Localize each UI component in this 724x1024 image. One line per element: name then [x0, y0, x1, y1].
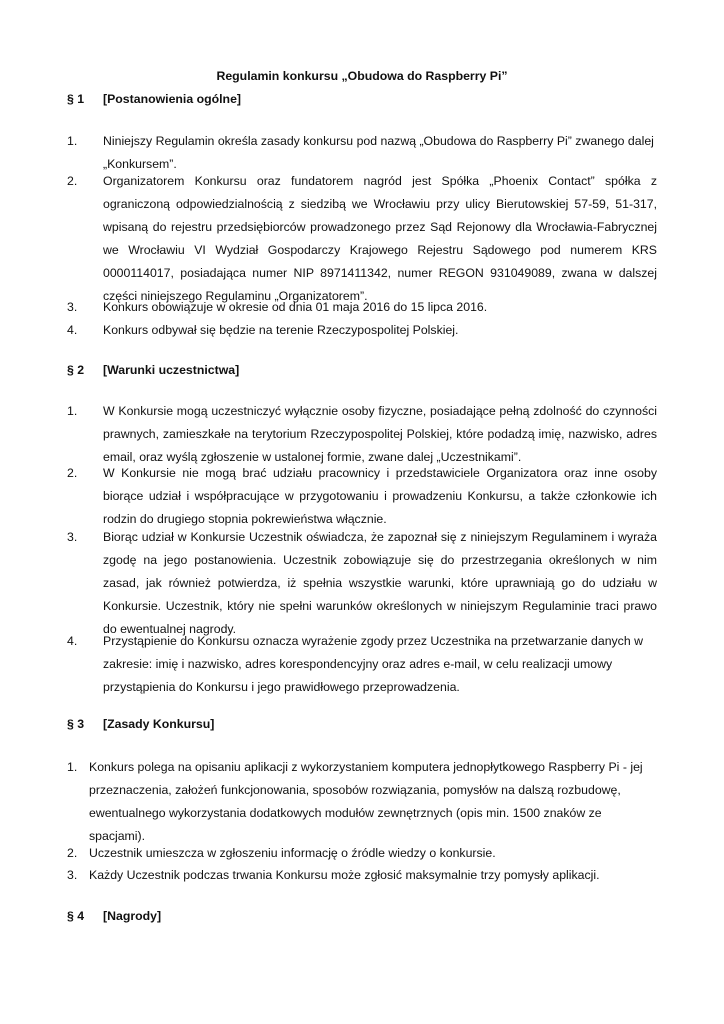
section-number: § 1 — [67, 92, 85, 106]
item-text: Konkurs polega na opisaniu aplikacji z wykorzystaniem komputera jednopłytkowego Raspberry Pi - jej przeznaczenia, założeń funkcjonowania, sposobów rozwiązania, pomysłów na dalszą rozbudowę, ewentualnego wykorzystania dodatkowych modułów zewnętrznych (opis min. 1500 znaków ze spacjami). — [89, 760, 643, 843]
item-number: 2. — [67, 174, 78, 188]
section-number: § 2 — [67, 363, 85, 377]
item-text: Konkurs obowiązuje w okresie od dnia 01 maja 2016 do 15 lipca 2016. — [103, 300, 488, 314]
list-item — [67, 170, 657, 308]
item-number: 4. — [67, 323, 78, 337]
item-number: 3. — [67, 868, 78, 882]
item-text: Każdy Uczestnik podczas trwania Konkursu może zgłosić maksymalnie trzy pomysły aplikacji. — [89, 868, 600, 882]
list-item — [67, 319, 657, 342]
list-item — [67, 842, 657, 865]
item-number: 3. — [67, 300, 78, 314]
item-number: 1. — [67, 760, 78, 774]
list-item — [67, 296, 657, 319]
section-number: § 3 — [67, 717, 85, 731]
item-text: Przystąpienie do Konkursu oznacza wyrażenie zgody przez Uczestnika na przetwarzanie danych w zakresie: imię i nazwisko, adres korespondencyjny oraz adres e-mail, w celu realizacji umowy przystąpienia do Konkursu i jego prawidłowego przeprowadzenia. — [103, 634, 643, 694]
document-title: Regulamin konkursu „Obudowa do Raspberry Pi” — [216, 69, 508, 83]
section-title: [Postanowienia ogólne] — [103, 92, 242, 106]
item-text: W Konkursie nie mogą brać udziału pracownicy i przedstawiciele Organizatora oraz inne osoby biorące udział i współpracujące w przygotowaniu i prowadzeniu Konkursu, a także członkowie ich rodzin do drugiego stopnia pokrewieństwa włącznie. — [103, 466, 657, 526]
item-number: 1. — [67, 404, 78, 418]
section-title: [Zasady Konkursu] — [103, 717, 215, 731]
item-number: 3. — [67, 530, 78, 544]
item-text: W Konkursie mogą uczestniczyć wyłącznie osoby fizyczne, posiadające pełną zdolność do czynności prawnych, zamieszkałe na terytorium Rzeczypospolitej Polskiej, które podadzą imię, nazwisko, adres email, oraz wyślą zgłoszenie w ustalonej formie, zwane dalej „Uczestnikami”. — [103, 404, 657, 464]
list-item — [67, 864, 657, 887]
section-heading-1 — [67, 91, 241, 107]
section-number: § 4 — [67, 909, 85, 923]
item-text: Organizatorem Konkursu oraz fundatorem nagród jest Spółka „Phoenix Contact” spółka z ograniczoną odpowiedzialnością z siedzibą we Wrocławiu przy ulicy Bierutowskiej 57-59, 51-317, wpisaną do rejestru przedsiębiorców prowadzonego przez Sąd Rejonowy dla Wrocławia-Fabrycznej we Wrocławiu VI Wydział Gospodarczy Krajowego Rejestru Sądowego pod numerem KRS 0000114017, posiadająca numer NIP 8971411342, numer REGON 931049089, zwana w dalszej części niniejszego Regulaminu „Organizatorem”. — [103, 174, 657, 303]
list-item — [67, 462, 657, 531]
section-heading-2 — [67, 362, 239, 378]
item-number: 2. — [67, 466, 78, 480]
list-item — [67, 630, 657, 699]
item-number: 2. — [67, 846, 78, 860]
item-text: Konkurs odbywał się będzie na terenie Rzeczypospolitej Polskiej. — [103, 323, 459, 337]
section-heading-4 — [67, 908, 161, 924]
item-text: Uczestnik umieszcza w zgłoszeniu informację o źródle wiedzy o konkursie. — [89, 846, 496, 860]
item-text: Biorąc udział w Konkursie Uczestnik oświadcza, że zapoznał się z niniejszym Regulaminem i wyraża zgodę na jego postanowienia. Uczestnik zobowiązuje się do przestrzegania określonych w nim zasad, jak również potwierdza, iż spełnia wszystkie warunki, które uprawniają go do udziału w Konkursie. Uczestnik, który nie spełni warunków określonych w niniejszym Regulaminie traci prawo do ewentualnej nagrody. — [103, 530, 657, 636]
list-item — [67, 526, 657, 641]
section-heading-3 — [67, 716, 214, 732]
item-number: 1. — [67, 134, 78, 148]
section-title: [Warunki uczestnictwa] — [103, 363, 240, 377]
list-item — [67, 756, 657, 848]
item-text: Niniejszy Regulamin określa zasady konkursu pod nazwą „Obudowa do Raspberry Pi” zwanego dalej „Konkursem”. — [103, 134, 654, 171]
list-item — [67, 400, 657, 469]
item-number: 4. — [67, 634, 78, 648]
section-title: [Nagrody] — [103, 909, 162, 923]
